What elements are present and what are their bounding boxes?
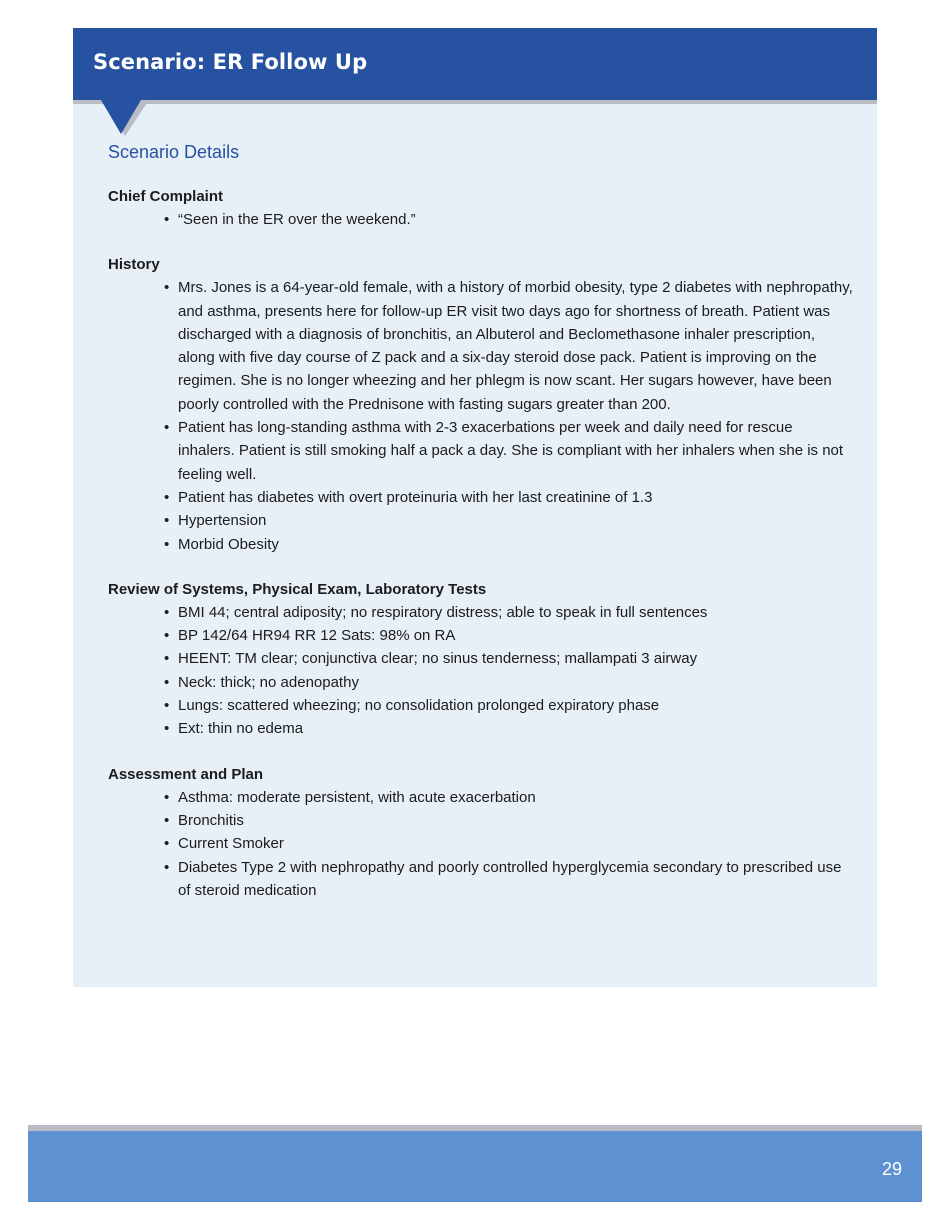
scenario-content [108,140,853,902]
list-item: • Mrs. Jones is a 64-year-old female, with a history of morbid obesity, type 2 diabetes with nephropathy, and asthma, presents here for follow-up ER visit two days ago for shortness of breath. Patient was discharged with a diagnosis of bronchitis, an Albuterol and Beclomethasone inhaler prescription, along with five day course of Z pack and a six-day steroid dose pack. Patient is improving on the regimen. She is no longer wheezing and her phlegm is now scant. Her sugars however, have been poorly controlled with the Prednisone with fasting sugars greater than 200. [178,276,853,416]
chief-complaint-heading: Chief Complaint [108,188,223,205]
scenario-panel [73,28,877,987]
list-item: • Patient has diabetes with overt proteinuria with her last creatinine of 1.3 [178,486,853,509]
header-bar [73,28,877,100]
chief-complaint-list [164,208,853,231]
list-item: • Current Smoker [178,832,853,855]
review-block [108,579,853,741]
list-item: • Asthma: moderate persistent, with acute exacerbation [178,786,853,809]
list-item: • Lungs: scattered wheezing; no consolidation prolonged expiratory phase [178,694,853,717]
header-notch [101,100,141,134]
history-list [164,276,853,556]
history-block [108,254,853,556]
review-list [164,601,853,741]
list-item: • BP 142/64 HR94 RR 12 Sats: 98% on RA [178,624,853,647]
list-item: • Patient has long-standing asthma with 2-3 exacerbations per week and daily need for rescue inhalers. Patient is still smoking half a pack a day. She is compliant with her inhalers when she is not feeling well. [178,416,853,486]
list-item: • Morbid Obesity [178,533,853,556]
list-item: • Hypertension [178,509,853,532]
page-title: Scenario: ER Follow Up [93,50,368,74]
list-item: • Neck: thick; no adenopathy [178,671,853,694]
section-title: Scenario Details [108,142,240,162]
review-heading: Review of Systems, Physical Exam, Laboratory Tests [108,580,487,598]
list-item: • Diabetes Type 2 with nephropathy and poorly controlled hyperglycemia secondary to prescribed use of steroid medication [178,856,853,903]
page-number: 29 [881,1159,902,1179]
assessment-heading: Assessment and Plan [108,765,264,783]
list-item: • HEENT: TM clear; conjunctiva clear; no sinus tenderness; mallampati 3 airway [178,647,853,670]
list-item: • Ext: thin no edema [178,717,853,740]
history-heading: History [108,256,160,274]
list-item: • Bronchitis [178,809,853,832]
list-item: • “Seen in the ER over the weekend.” [178,208,853,231]
footer-bar [28,1131,922,1202]
header-divider [73,100,877,104]
assessment-block [108,764,853,902]
chief-complaint-block [108,186,853,231]
list-item: • BMI 44; central adiposity; no respiratory distress; able to speak in full sentences [178,601,853,624]
assessment-list [164,786,853,902]
